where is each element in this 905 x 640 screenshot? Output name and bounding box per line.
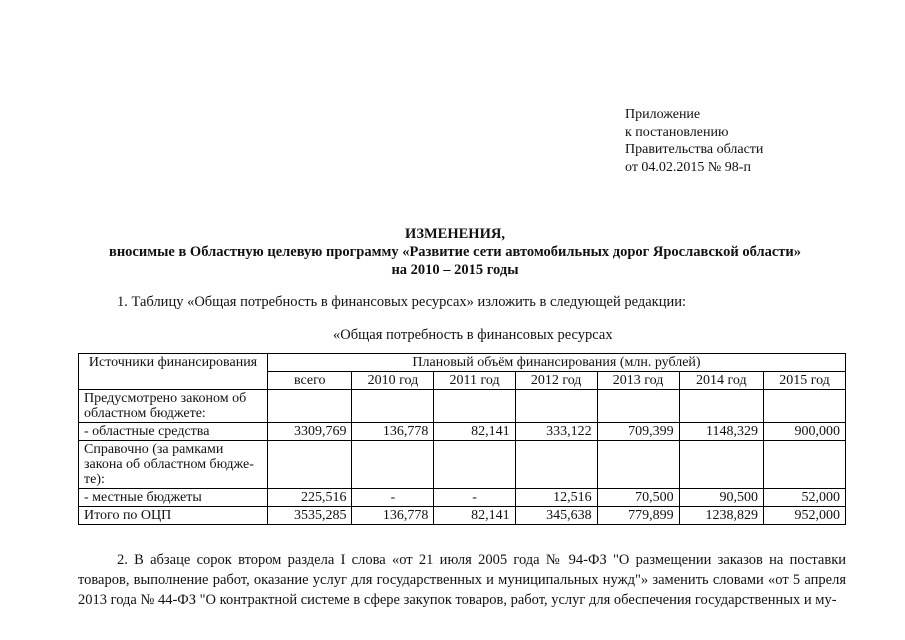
document-title	[60, 225, 850, 279]
table-cell: 1148,329	[679, 423, 763, 441]
column-header: всего	[268, 372, 352, 390]
table-cell: 333,122	[515, 423, 597, 441]
table-cell	[434, 390, 515, 423]
table-cell	[352, 441, 434, 489]
table-cell: 3309,769	[268, 423, 352, 441]
row-label: - областные средства	[79, 423, 268, 441]
paragraph-2-text: 2. В абзаце сорок втором раздела I слова «от 21 июля 2005 года № 94-ФЗ "О размещении заказов на поставки товаров, выполнение работ, оказание услуг для государственных и муниципальных нужд"» заменить словами «от 5 апреля 2013 года № 44-ФЗ "О контрактной системе в сфере закупок товаров, работ, услуг для обеспечения государственных и му-	[78, 552, 846, 608]
column-header: 2012 год	[515, 372, 597, 390]
table-cell	[679, 390, 763, 423]
table-cell: 345,638	[515, 507, 597, 525]
annex-block	[625, 106, 763, 176]
row-label: Итого по ОЦП	[79, 507, 268, 525]
table-caption: «Общая потребность в финансовых ресурсах	[333, 327, 613, 343]
table-cell	[515, 441, 597, 489]
table-row-total	[79, 507, 846, 525]
table-cell: 952,000	[764, 507, 846, 525]
table-cell: 70,500	[597, 489, 679, 507]
annex-line: от 04.02.2015 № 98-п	[625, 159, 751, 175]
table-cell	[515, 390, 597, 423]
column-header: 2013 год	[597, 372, 679, 390]
table-cell: 82,141	[434, 507, 515, 525]
annex-line: Правительства области	[625, 142, 764, 157]
column-header: 2011 год	[434, 372, 515, 390]
annex-line: Приложение	[625, 107, 701, 122]
title-line-1: ИЗМЕНЕНИЯ,	[405, 226, 505, 242]
table-cell: 52,000	[764, 489, 846, 507]
table-cell: -	[434, 489, 515, 507]
table-cell: 779,899	[597, 507, 679, 525]
table-cell	[352, 390, 434, 423]
paragraph-2	[78, 550, 846, 610]
header-plan: Плановый объём финансирования (млн. рублей)	[268, 354, 846, 372]
table-cell: 900,000	[764, 423, 846, 441]
table-cell	[679, 441, 763, 489]
column-header: 2010 год	[352, 372, 434, 390]
table-row	[79, 441, 846, 489]
table-cell: 709,399	[597, 423, 679, 441]
table-cell	[597, 390, 679, 423]
table-cell: 12,516	[515, 489, 597, 507]
row-label: - местные бюджеты	[79, 489, 268, 507]
row-label: Предусмотрено законом об областном бюджете:	[79, 390, 268, 423]
table-cell	[597, 441, 679, 489]
table-cell: -	[352, 489, 434, 507]
table-cell	[764, 390, 846, 423]
row-label: Справочно (за рамками закона об областном бюдже-те):	[79, 441, 268, 489]
table-cell	[268, 441, 352, 489]
table-cell: 136,778	[352, 507, 434, 525]
table-cell: 225,516	[268, 489, 352, 507]
table-cell: 82,141	[434, 423, 515, 441]
table-cell: 90,500	[679, 489, 763, 507]
title-line-2: вносимые в Областную целевую программу «Развитие сети автомобильных дорог Ярославской области»	[108, 244, 802, 260]
table-cell	[268, 390, 352, 423]
table-cell: 1238,829	[679, 507, 763, 525]
table-cell: 136,778	[352, 423, 434, 441]
column-header: 2015 год	[764, 372, 846, 390]
header-source: Источники финансирования	[79, 354, 268, 390]
table-row	[79, 390, 846, 423]
column-header: 2014 год	[679, 372, 763, 390]
annex-line: к постановлению	[625, 124, 729, 140]
table-header-row	[79, 354, 846, 372]
table-cell	[764, 441, 846, 489]
table-cell	[434, 441, 515, 489]
paragraph-1: 1. Таблицу «Общая потребность в финансовых ресурсах» изложить в следующей редакции:	[117, 294, 687, 310]
table-row	[79, 489, 846, 507]
title-line-3: на 2010 – 2015 годы	[391, 262, 519, 278]
table-cell: 3535,285	[268, 507, 352, 525]
financing-table	[78, 353, 846, 525]
table-row	[79, 423, 846, 441]
